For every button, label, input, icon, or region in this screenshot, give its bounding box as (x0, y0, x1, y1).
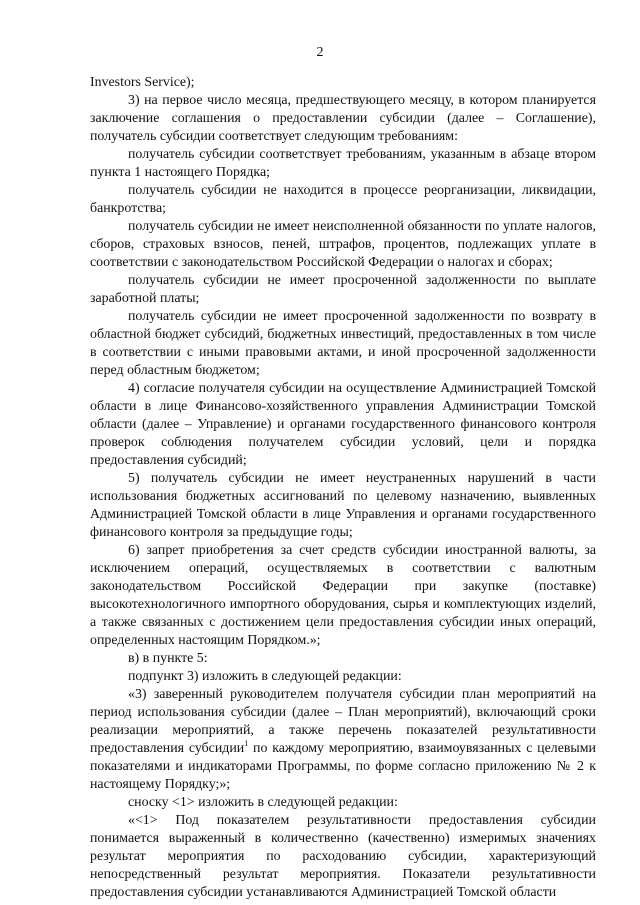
paragraph-item-6: 6) запрет приобретения за счет средств субсидии иностранной валюты, за исключением операций, осуществляемых в соответствии с валютным законодательством Российской Федерации при закупке (поставке) высокотехнологичного импортного оборудования, сырья и комплектующих изделий, а также связанных с достижением цели предоставления субсидии иных операций, определенных настоящим Порядком.»; (90, 543, 596, 648)
paragraph-subpoint-3-text (90, 686, 596, 794)
paragraph-continuation: Investors Service); (90, 75, 195, 90)
paragraph-point-5: в) в пункте 5: (128, 651, 208, 666)
paragraph-item-4: 4) согласие получателя субсидии на осуществление Администрацией Томской области в лице Финансово-хозяйственного управления Администрации Томской области (далее – Управление) и органами государственного финансового контроля проверок соблюдения получателем субсидии условий, цели и порядка предоставления субсидий; (90, 381, 596, 468)
page-number: 2 (316, 45, 324, 60)
paragraph-requirement-2: получатель субсидии не находится в процессе реорганизации, ликвидации, банкротства; (90, 183, 596, 216)
subpoint-3-text-start: «3) заверенный руководителем получателя субсидии план мероприятий на период использования субсидии (далее – План мероприятий), включающий сроки реализации мероприятий, а также перечень показателей результативности предоставления субсидии (90, 687, 596, 756)
paragraph-footnote-instruction: сноску <1> изложить в следующей редакции: (128, 795, 398, 810)
subpoint-3-text-end: по каждому мероприятию, взаимоувязанных с целевыми показателями и индикаторами Программы, по форме согласно приложению № 2 к настоящему Порядку;»; (90, 741, 596, 792)
paragraph-item-5: 5) получатель субсидии не имеет неустраненных нарушений в части использования бюджетных ассигнований по целевому назначению, выявленных Администрацией Томской области в лице Управления и органами государственного финансового контроля за предыдущие годы; (90, 471, 596, 540)
paragraph-requirement-4: получатель субсидии не имеет просроченной задолженности по выплате заработной платы; (90, 273, 596, 306)
paragraph-requirement-1: получатель субсидии соответствует требованиям, указанным в абзаце втором пункта 1 настоящего Порядка; (90, 147, 596, 180)
paragraph-subpoint-3-instruction: подпункт 3) изложить в следующей редакции: (128, 669, 402, 684)
paragraph-requirement-3: получатель субсидии не имеет неисполненной обязанности по уплате налогов, сборов, страховых взносов, пеней, штрафов, процентов, подлежащих уплате в соответствии с законодательством Российской Федерации о налогах и сборах; (90, 219, 596, 270)
paragraph-requirement-5: получатель субсидии не имеет просроченной задолженности по возврату в областной бюджет субсидий, бюджетных инвестиций, предоставленных в том числе в соответствии с иными правовыми актами, и иной просроченной задолженности перед областным бюджетом; (90, 309, 596, 378)
paragraph-item-3: 3) на первое число месяца, предшествующего месяцу, в котором планируется заключение соглашения о предоставлении субсидии (далее – Соглашение), получатель субсидии соответствует следующим требованиям: (90, 93, 596, 144)
document-body (90, 74, 596, 902)
paragraph-footnote-text: «<1> Под показателем результативности предоставления субсидии понимается выраженный в количественно (качественно) измеримых значениях результат мероприятия по расходованию субсидии, характеризующий непосредственный результат мероприятия. Показатели результативности предоставления субсидии устанавливаются Администрацией Томской области (90, 813, 596, 900)
footnote-marker: 1 (244, 739, 249, 748)
